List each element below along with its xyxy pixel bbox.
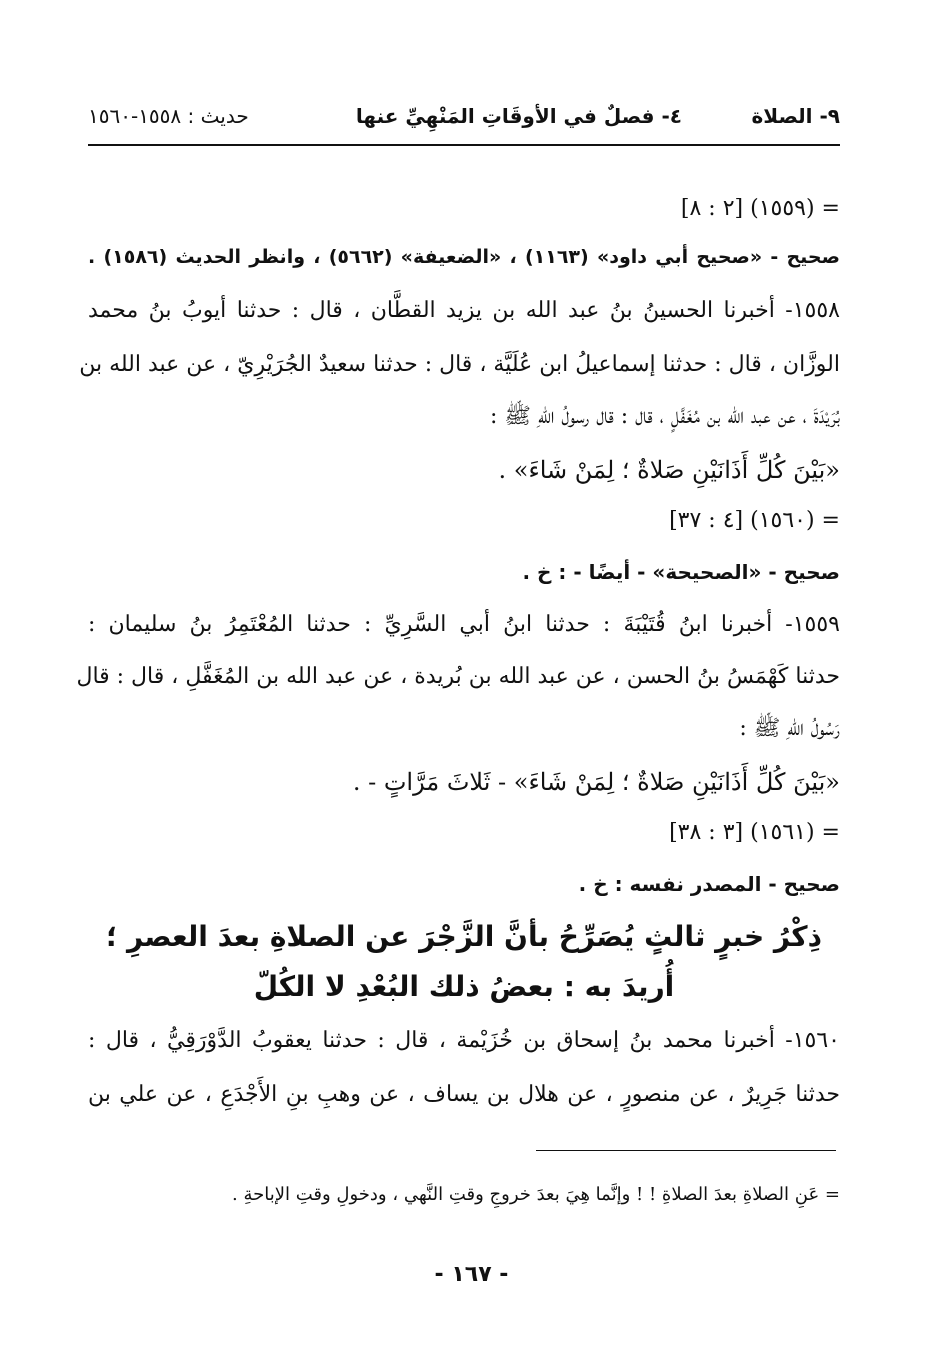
cross-reference-1559: = (١٥٥٩) [٢ : ٨] <box>680 196 840 221</box>
grading-note-3: صحيح - المصدر نفسه : خ . <box>578 872 840 896</box>
grading-note-1: صحيح - «صحيح أبي داود» (١١٦٣) ، «الضعيفة» (٥٦٦٢) ، وانظر الحديث (١٥٨٦) . <box>88 246 840 268</box>
footnote-separator <box>536 1150 836 1151</box>
hadith-1558-line-1: ١٥٥٨- أخبرنا الحسينُ بنُ عبد الله بن يزيد القطَّان ، قال : حدثنا أيوبُ بنُ محمد <box>88 298 840 323</box>
hadith-1558-line-2: الوزَّان ، قال : حدثنا إسماعيلُ ابن عُلَيَّة ، قال : حدثنا سعيدٌ الجُرَيْرِيّ ، عن عبد الله بن <box>79 352 840 377</box>
header-chapter: ٩- الصلاة <box>751 104 840 128</box>
hadith-1559-line-3: رَسُولُ اللهِ ﷺ : <box>739 716 840 741</box>
page-number: - ١٦٧ - <box>434 1262 509 1287</box>
hadith-1558-matn: «بَيْنَ كُلِّ أَذَانَيْنِ صَلاةٌ ؛ لِمَنْ شَاءَ» . <box>498 456 840 484</box>
header-hadith-range: حديث : ١٥٥٨-١٥٦٠ <box>88 104 249 128</box>
hadith-1560-line-1: ١٥٦٠- أخبرنا محمد بنُ إسحاق بن خُزَيْمة ، قال : حدثنا يعقوبُ الدَّوْرَقِيُّ ، قال : <box>88 1028 840 1053</box>
cross-reference-1560: = (١٥٦٠) [٤ : ٣٧] <box>669 508 840 533</box>
cross-reference-1561: = (١٥٦١) [٣ : ٣٨] <box>669 820 840 845</box>
header-rule <box>88 144 840 146</box>
hadith-1559-line-1: ١٥٥٩- أخبرنا ابنُ قُتَيْبَةَ : حدثنا ابنُ أبي السَّرِيِّ : حدثنا المُعْتَمِرُ بنُ سليمان : <box>88 612 840 637</box>
footnote-text: = عَنِ الصلاةِ بعدَ الصلاةِ ! ! وإنَّما هِيَ بعدَ خروجِ وقتِ النَّهي ، ودخولِ وقتِ الإباحةِ . <box>232 1184 840 1205</box>
header-section: ٤- فصلٌ في الأوقَاتِ المَنْهِيِّ عنها <box>355 104 682 128</box>
hadith-1559-line-2: حدثنا كَهْمَسُ بنُ الحسن ، عن عبد الله بن بُريدة ، عن عبد الله بن المُغَفَّلِ ، قال : قال <box>76 664 840 689</box>
hadith-1560-line-2: حدثنا جَرِيرٌ ، عن منصورٍ ، عن هلال بن يساف ، عن وهبِ بنِ الأَجْدَعِ ، عن علي بن <box>88 1082 840 1107</box>
chapter-heading-line-1: ذِكْرُ خبرٍ ثالثٍ يُصَرِّحُ بأنَّ الزَّجْرَ عن الصلاةِ بعدَ العصرِ ؛ <box>106 920 822 953</box>
running-header <box>88 98 840 138</box>
chapter-heading-line-2: أُريدَ به : بعضُ ذلك البُعْدِ لا الكُلّ <box>253 970 675 1003</box>
grading-note-2: صحيح - «الصحيحة» - أيضًا - : خ . <box>522 560 840 584</box>
hadith-1559-matn: «بَيْنَ كُلِّ أَذَانَيْنِ صَلاةٌ ؛ لِمَنْ شَاءَ» - ثَلاثَ مَرَّاتٍ - . <box>352 768 840 796</box>
hadith-1558-line-3: بُرَيْدَةَ ، عن عبد الله بن مُغَفَّلٍ ، قال : قال رسولُ اللهِ ﷺ : <box>490 404 840 429</box>
